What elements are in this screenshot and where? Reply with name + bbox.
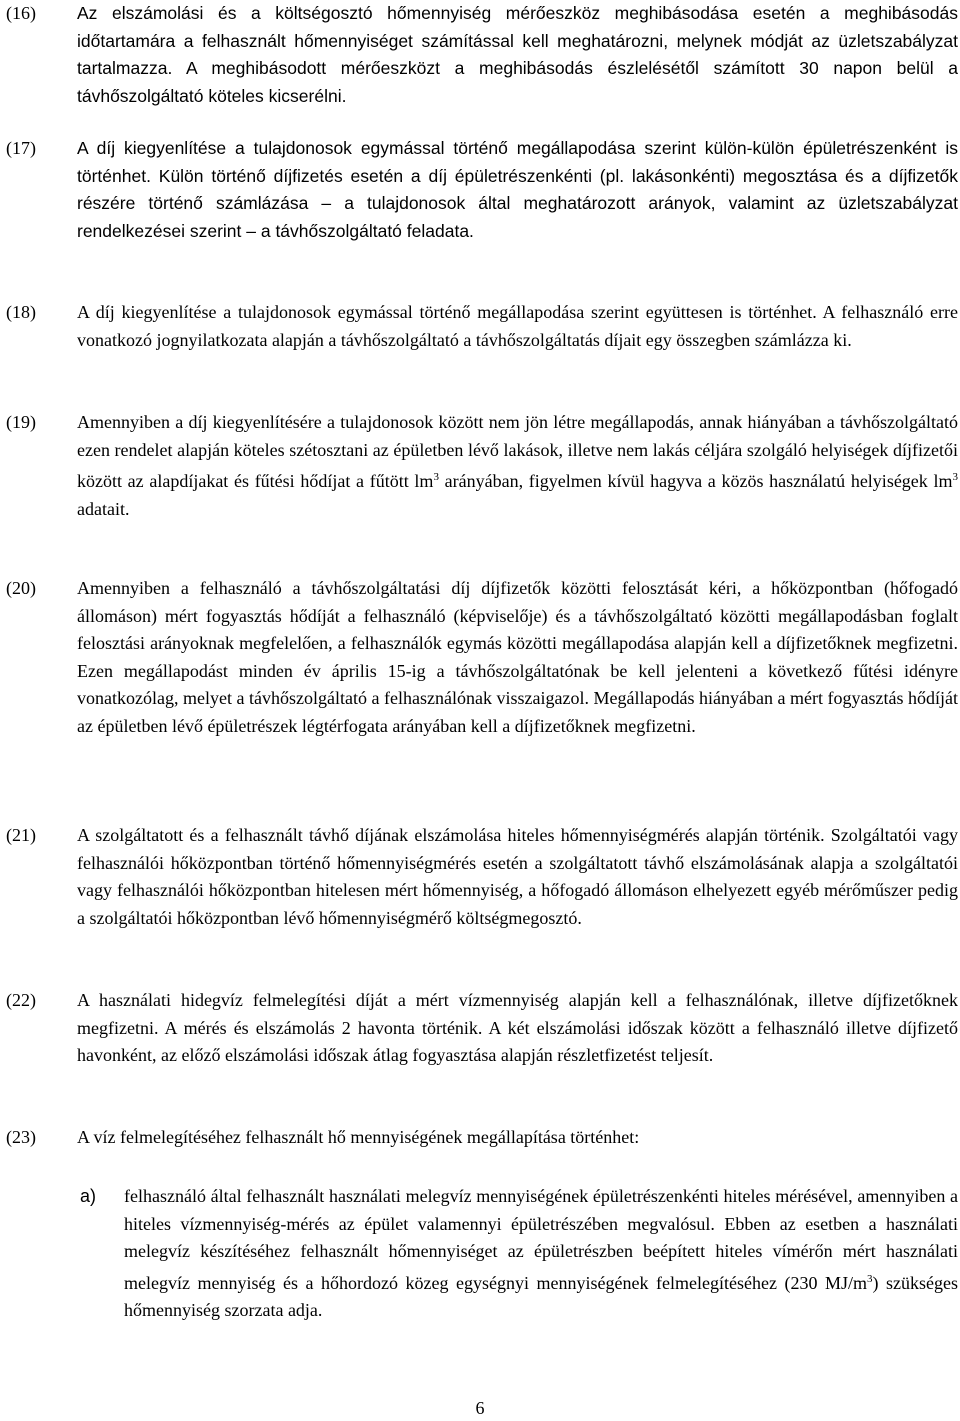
paragraph-number: (19) (6, 412, 36, 432)
paragraph-text: A díj kiegyenlítése a tulajdonosok egymással történő megállapodása szerint együttesen is történhet. A felhasználó erre vonatkozó jognyilatkozata alapján a távhőszolgáltató a távhőszolgáltatás díjait egy összegben számlázza ki. (77, 302, 958, 350)
paragraph-number: (21) (6, 825, 36, 845)
paragraph-text: A díj kiegyenlítése a tulajdonosok egymással történő megállapodása szerint külön-külön épületrészenként is történhet. Külön történő díjfizetés esetén a díj épületrészenkénti (pl. lakásonkénti) megosztása és a díjfizetők részére történő számlázása – a tulajdonosok által meghatározott arányok, valamint az üzletszabályzat rendelkezései szerint – a távhőszolgáltató feladata. (77, 138, 958, 241)
paragraph-number: (16) (6, 3, 36, 23)
superscript: 3 (866, 1272, 873, 1285)
paragraph-number: (23) (6, 1127, 36, 1147)
superscript: 3 (433, 471, 439, 483)
paragraph-number: (22) (6, 990, 36, 1010)
page-number: 6 (475, 1398, 485, 1418)
paragraph-text (77, 409, 958, 523)
paragraph-number: (17) (6, 138, 36, 158)
paragraph-text: A víz felmelegítéséhez felhasznált hő mennyiségének megállapítása történhet: (77, 1127, 640, 1147)
paragraph-text: A szolgáltatott és a felhasznált távhő díjának elszámolása hiteles hőmennyiségmérés alapján történik. Szolgáltatói vagy felhasználói hőközpontban történő hőmennyiségmérés esetén a szolgáltatott távhő elszámolásának alapja a szolgáltatói vagy felhasználói hőközpontban hitelesen mért hőmennyiség, a hőfogadó állomáson elhelyezett egyéb mérőműszer pedig a szolgáltatói hőközpontban lévő hőmennyiségmérő költségmegosztó. (77, 825, 958, 928)
subitem-text-part: ) szükséges hőmennyiség szorzata adja. (124, 1272, 958, 1320)
subitem-text-part: felhasználó által felhasznált használati melegvíz mennyiségének épületrészenkénti hiteles mérésével, amennyiben a hiteles vízmennyiség-mérés az épület valamennyi épületrészében megvalósul. Ebben az esetben a használati melegvíz készítéséhez felhasznált hőmennyiséget az épületrészben beépített hiteles vímérőn mért használati melegvíz mennyiség és a hőhordozó közeg egységnyi mennyiségének felmelegítéséhez (230 MJ/m (124, 1186, 958, 1293)
paragraph-text: Az elszámolási és a költségosztó hőmennyiség mérőeszköz meghibásodása esetén a meghibásodás időtartamára a felhasznált hőmennyiséget számítással kell meghatározni, melynek módját az üzletszabályzat tartalmazza. A meghibásodott mérőeszközt a meghibásodás észlelésétől számított 30 napon belül a távhőszolgáltató köteles kicserélni. (77, 3, 958, 106)
superscript: 3 (952, 471, 958, 483)
paragraph-number: (20) (6, 578, 36, 598)
paragraph-text-part: arányában, figyelmen kívül hagyva a közös használatú helyiségek lm (438, 471, 953, 491)
subitem-letter: a) (80, 1186, 97, 1206)
paragraph-text: Amennyiben a felhasználó a távhőszolgáltatási díj díjfizetők közötti felosztását kéri, a hőközpontban (hőfogadó állomáson) mért fogyasztás hődíját a felhasználó (képviselője) és a távhőszolgáltató közötti megállapodásban foglalt felosztási arányoknak megfelelően, a felhasználók egymás közötti megállapodása alapján kell a díjfizetőknek megfizetni. Ezen megállapodást minden év április 15-ig a távhőszolgáltatónak be kell jelenteni a következő fűtési idényre vonatkozólag, melyet a távhőszolgáltató a felhasználónak visszaigazol. Megállapodás hiányában a mért fogyasztás hődíját az épületben lévő épületrészek légtérfogata arányában kell a díjfizetőknek megfizetni. (77, 578, 958, 736)
paragraph-number: (18) (6, 302, 36, 322)
paragraph-text-part: Amennyiben a díj kiegyenlítésére a tulajdonosok között nem jön létre megállapodás, annak hiányában a távhőszolgáltató ezen rendelet alapján köteles szétosztani az épületben lévő lakások, illetve nem lakás céljára szolgáló helyiségek díjfizetői között az alapdíjakat és fűtési hődíjat a fűtött lm (77, 412, 958, 491)
paragraph-text-part: adatait. (77, 498, 130, 519)
paragraph-text: A használati hidegvíz felmelegítési díját a mért vízmennyiség alapján kell a felhasználónak, illetve díjfizetőknek megfizetni. A mérés és elszámolás 2 havonta történik. A két elszámolási időszak között a felhasználó illetve díjfizető havonként, az előző elszámolási időszak átlag fogyasztása alapján részletfizetést teljesít. (77, 990, 958, 1065)
subitem-text (124, 1183, 958, 1325)
